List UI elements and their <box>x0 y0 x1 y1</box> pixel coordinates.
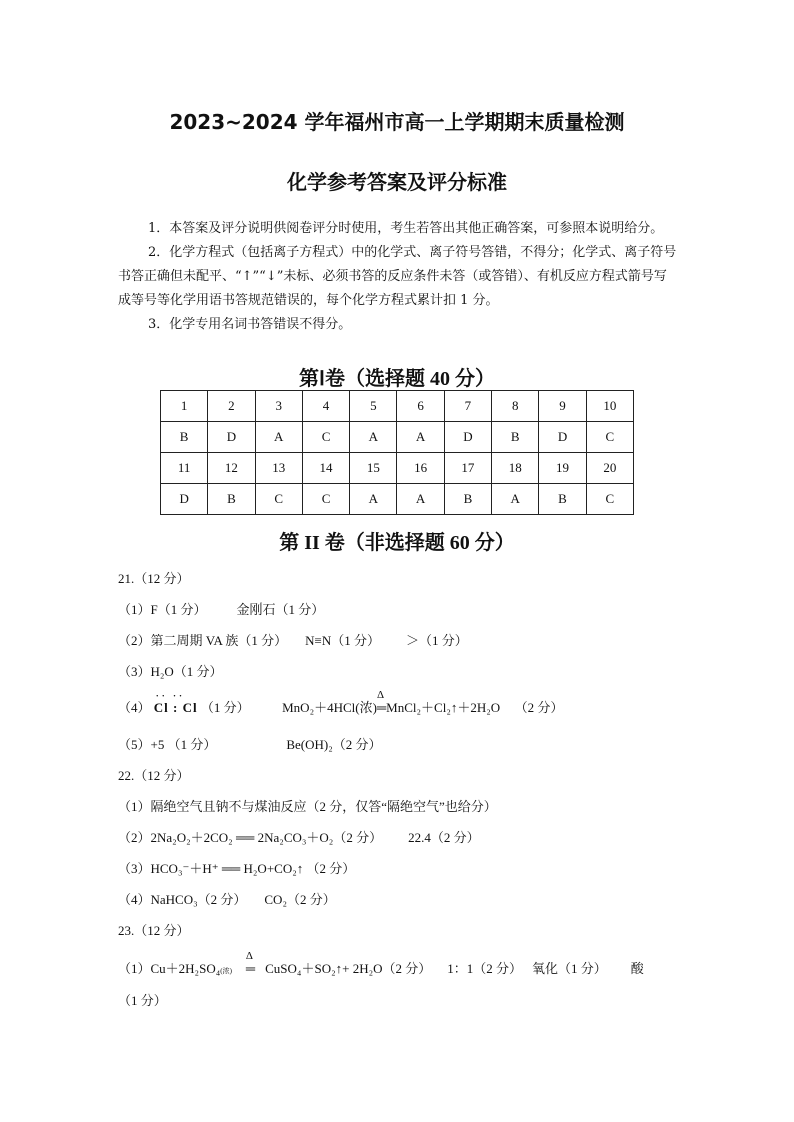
heat-condition <box>376 689 387 716</box>
delta-symbol: Δ <box>245 950 253 962</box>
lewis-text: Cl : Cl <box>153 700 198 715</box>
table-cell: A <box>255 422 302 453</box>
table-row <box>161 422 634 453</box>
q21-part4 <box>118 689 564 716</box>
answer-table <box>160 390 634 515</box>
table-cell: A <box>397 484 444 515</box>
q23-1d: 酸 <box>630 961 644 976</box>
table-cell: B <box>161 422 208 453</box>
table-cell: 13 <box>255 453 302 484</box>
lewis-structure <box>153 691 198 716</box>
q23-1-left: （1）Cu＋2H₂SO₄ <box>118 961 221 976</box>
table-cell: D <box>208 422 255 453</box>
table-cell: 9 <box>539 391 586 422</box>
q23-1c: 氧化（1 分） <box>532 961 607 976</box>
q21-1a: （1）F（1 分） <box>118 602 207 617</box>
table-cell: B <box>492 422 539 453</box>
table-cell: 7 <box>444 391 491 422</box>
table-cell: 20 <box>586 453 633 484</box>
q23-conc-label: (浓) <box>220 967 232 975</box>
q22-4b: CO₂（2 分） <box>264 892 336 907</box>
q21-5a: （5）+5 （1 分） <box>118 737 217 752</box>
table-cell: 10 <box>586 391 633 422</box>
table-cell: 5 <box>350 391 397 422</box>
section-1-title: 第Ⅰ卷（选择题 40 分） <box>299 368 495 390</box>
table-cell: 6 <box>397 391 444 422</box>
q22-part1: （1）隔绝空气且钠不与煤油反应（2 分，仅答“隔绝空气”也给分） <box>118 799 497 814</box>
table-cell: 14 <box>302 453 349 484</box>
table-row <box>161 484 634 515</box>
q21-part3: （3）H₂O（1 分） <box>118 664 223 679</box>
table-row <box>161 453 634 484</box>
table-cell: 12 <box>208 453 255 484</box>
table-cell: B <box>208 484 255 515</box>
table-cell: 19 <box>539 453 586 484</box>
q21-1b: 金刚石（1 分） <box>236 602 325 617</box>
note-3: 3．化学专用名词书答错误不得分。 <box>148 317 352 332</box>
table-cell: C <box>586 422 633 453</box>
table-cell: 3 <box>255 391 302 422</box>
q21-5b: Be(OH)₂（2 分） <box>286 737 382 752</box>
q21-head: 21.（12 分） <box>118 571 190 586</box>
q23-part1 <box>118 950 644 977</box>
q21-2c: ＞（1 分） <box>406 633 468 648</box>
q22-head: 22.（12 分） <box>118 768 190 783</box>
table-cell: D <box>161 484 208 515</box>
q21-part2 <box>118 630 468 649</box>
q22-2b: 22.4（2 分） <box>408 830 480 845</box>
table-cell: 16 <box>397 453 444 484</box>
equals-sign: ═ <box>376 700 387 715</box>
table-cell: B <box>539 484 586 515</box>
table-cell: 15 <box>350 453 397 484</box>
section-2-title: 第 II 卷（非选择题 60 分） <box>279 532 515 554</box>
heat-condition <box>245 950 256 977</box>
q21-4-score: （2 分） <box>514 700 564 715</box>
q21-4-eq-right: MnCl₂＋Cl₂↑＋2H₂O <box>386 700 501 715</box>
q21-2a: （2）第二周期 VA 族（1 分） <box>118 633 288 648</box>
table-cell: 4 <box>302 391 349 422</box>
table-row <box>161 391 634 422</box>
table-cell: D <box>444 422 491 453</box>
q21-4b: （1 分） <box>200 700 250 715</box>
table-cell: C <box>302 484 349 515</box>
q23-1-right: CuSO₄＋SO₂↑+ 2H₂O（2 分） <box>265 961 432 976</box>
q21-2b: N≡N（1 分） <box>305 633 380 648</box>
table-cell: 11 <box>161 453 208 484</box>
table-cell: A <box>397 422 444 453</box>
q23-head: 23.（12 分） <box>118 923 190 938</box>
table-cell: B <box>444 484 491 515</box>
table-cell: 1 <box>161 391 208 422</box>
q21-part1 <box>118 599 324 618</box>
q22-part4 <box>118 889 336 908</box>
table-cell: C <box>586 484 633 515</box>
table-cell: 18 <box>492 453 539 484</box>
table-cell: C <box>302 422 349 453</box>
table-cell: A <box>492 484 539 515</box>
lewis-dots: ·· ·· <box>155 691 186 701</box>
table-cell: 8 <box>492 391 539 422</box>
q21-part5 <box>118 734 382 753</box>
q23-1b: 1：1（2 分） <box>447 961 523 976</box>
q22-4a: （4）NaHCO₃（2 分） <box>118 892 247 907</box>
table-cell: A <box>350 422 397 453</box>
scoring-notes <box>118 217 678 337</box>
equals-sign: ═ <box>245 961 256 976</box>
note-2: 2．化学方程式（包括离子方程式）中的化学式、离子符号答错，不得分；化学式、离子符号书答正确但未配平、“↑”“↓”未标、必须书答的反应条件未答（或答错）、有机反应方程式箭号写成等号等化学用语书答规范错误的，每个化学方程式累计扣 1 分。 <box>118 245 677 308</box>
table-cell: 2 <box>208 391 255 422</box>
delta-symbol: Δ <box>376 689 385 701</box>
q22-part3: （3）HCO₃⁻＋H⁺ ══ H₂O+CO₂↑ （2 分） <box>118 861 356 876</box>
q22-part2 <box>118 827 480 846</box>
table-cell: A <box>350 484 397 515</box>
page-title: 2023~2024 学年福州市高一上学期期末质量检测 <box>169 110 625 134</box>
page-subtitle: 化学参考答案及评分标准 <box>287 170 507 194</box>
note-1: 1．本答案及评分说明供阅卷评分时使用，考生若答出其他正确答案，可参照本说明给分。 <box>148 221 664 236</box>
table-cell: C <box>255 484 302 515</box>
q22-2a: （2）2Na₂O₂＋2CO₂ ══ 2Na₂CO₃＋O₂（2 分） <box>118 830 383 845</box>
q23-part1-cont: （1 分） <box>118 993 167 1008</box>
table-cell: 17 <box>444 453 491 484</box>
q21-4-eq-left: MnO₂＋4HCl(浓) <box>282 700 377 715</box>
q21-4a: （4） <box>118 700 151 715</box>
table-cell: D <box>539 422 586 453</box>
